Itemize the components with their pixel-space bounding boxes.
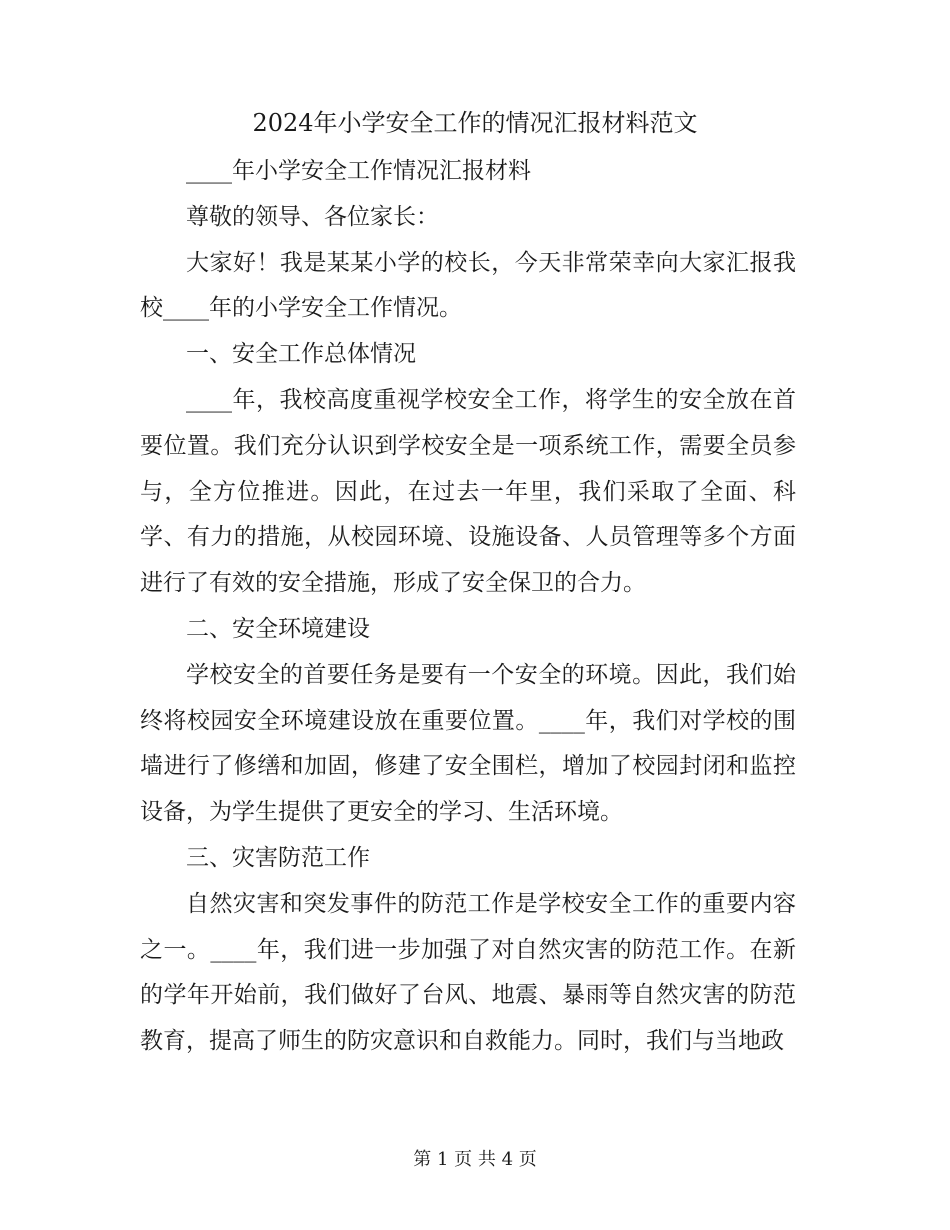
paragraph-section-3: 自然灾害和突发事件的防范工作是学校安全工作的重要内容之一。____年，我们进一步加强了对自然灾害的防范工作。在新的学年开始前，我们做好了台风、地震、暴雨等自然灾害的防范教育，提高了师生的防灾意识和自救能力。同时，我们与当地政 [140, 890, 796, 1055]
paragraph-greeting: 大家好！我是某某小学的校长，今天非常荣幸向大家汇报我校____年的小学安全工作情况。 [140, 249, 796, 322]
document-body [140, 149, 796, 1065]
paragraph-subtitle: ____年小学安全工作情况汇报材料 [186, 158, 531, 184]
section-heading-1: 一、安全工作总体情况 [186, 341, 416, 368]
document-title: 2024年小学安全工作的情况汇报材料范文 [252, 109, 698, 137]
page-footer: 第 1 页 共 4 页 [413, 1149, 537, 1170]
paragraph-section-2: 学校安全的首要任务是要有一个安全的环境。因此，我们始终将校园安全环境建设放在重要位置。____年，我们对学校的围墙进行了修缮和加固，修建了安全围栏，增加了校园封闭和监控设备，为学生提供了更安全的学习、生活环境。 [140, 661, 796, 826]
paragraph-salutation: 尊敬的领导、各位家长： [186, 203, 439, 230]
section-heading-2: 二、安全环境建设 [186, 615, 370, 642]
section-heading-3: 三、灾害防范工作 [186, 844, 370, 871]
paragraph-section-1: ____年，我校高度重视学校安全工作，将学生的安全放在首要位置。我们充分认识到学校安全是一项系统工作，需要全员参与，全方位推进。因此，在过去一年里，我们采取了全面、科学、有力的措施，从校园环境、设施设备、人员管理等多个方面进行了有效的安全措施，形成了安全保卫的合力。 [140, 386, 796, 597]
